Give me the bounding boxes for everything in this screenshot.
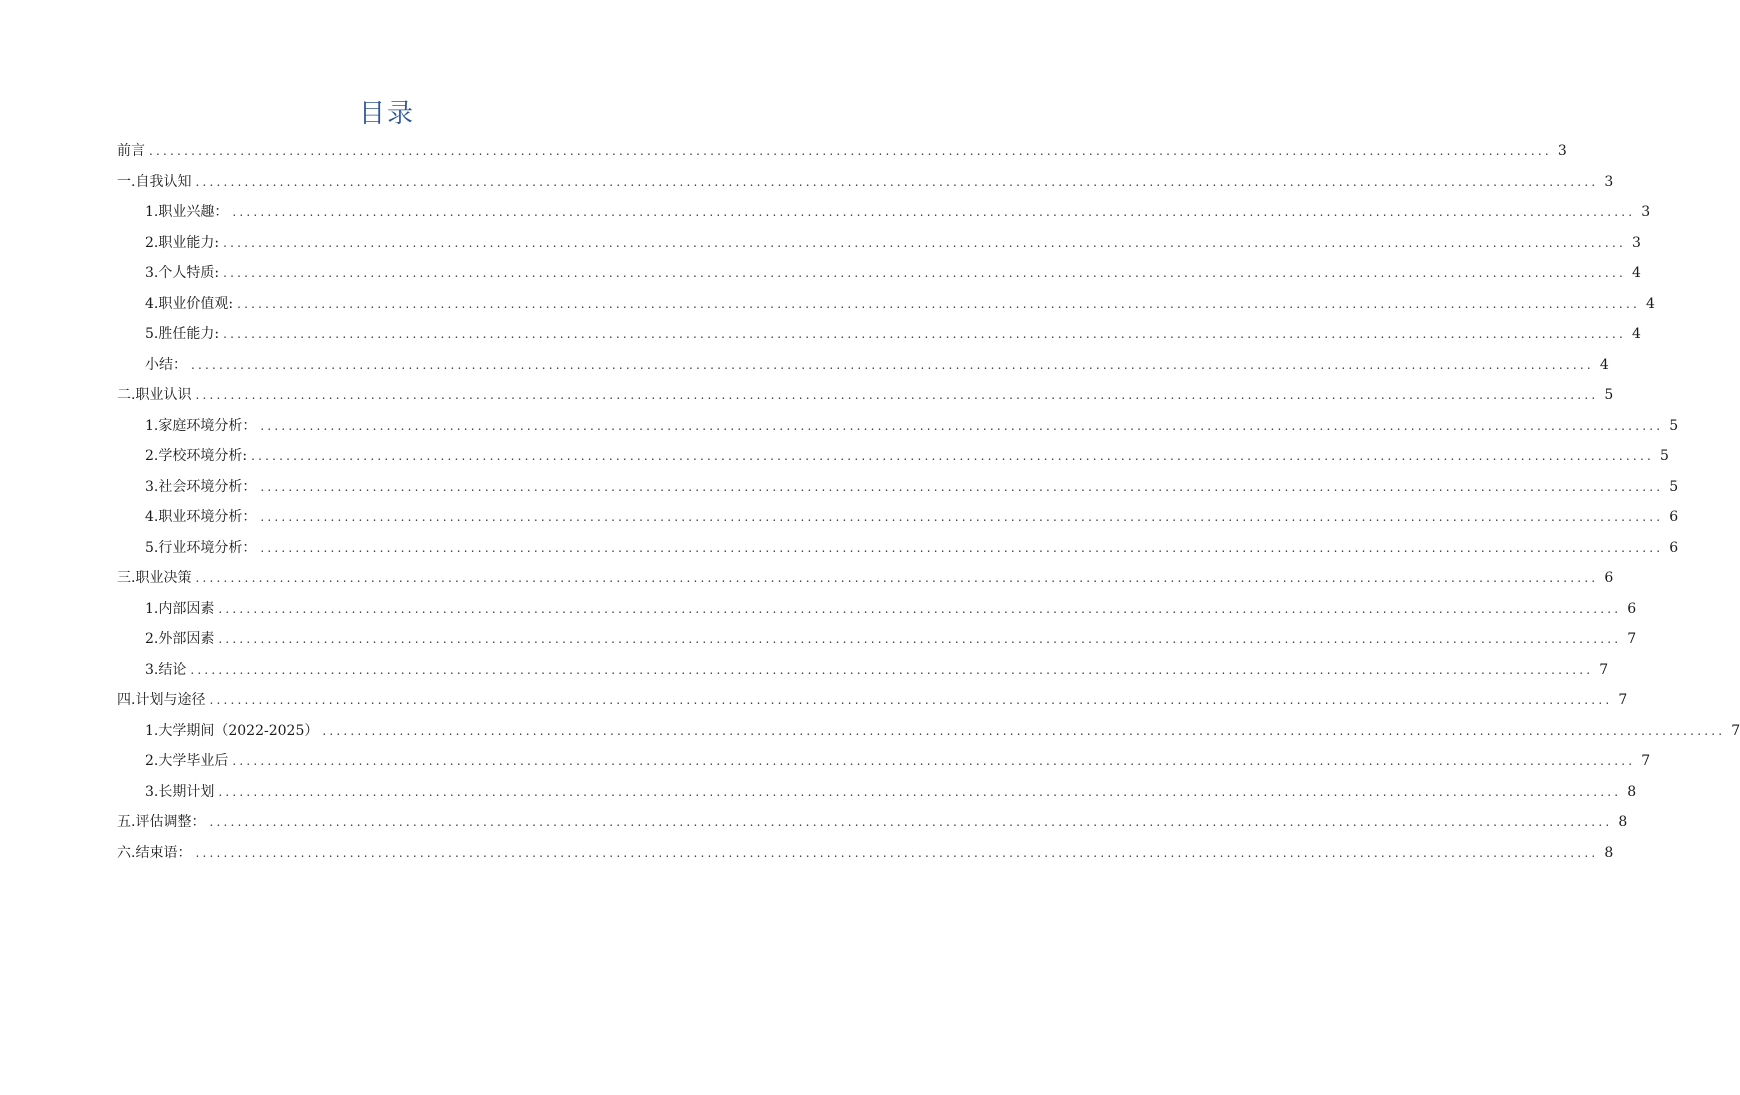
toc-entry-label: 3.结论 (145, 661, 187, 678)
toc-entry-label: 3.长期计划 (145, 783, 215, 800)
toc-entry-page-number: 3 (1557, 143, 1567, 159)
toc-entry-page-number: 8 (1618, 814, 1628, 830)
toc-leader-dots: ........................................................................................................................................................................................................ (195, 388, 1599, 402)
toc-entry[interactable] (117, 380, 1614, 411)
toc-leader-dots: ........................................................................................................................................................................................................ (260, 540, 1664, 555)
toc-entry[interactable] (117, 350, 1609, 381)
toc-entry[interactable] (117, 411, 1679, 442)
toc-entry-label: 1.家庭环境分析： (145, 417, 257, 434)
toc-leader-dots: ........................................................................................................................................................................................................ (191, 357, 1594, 372)
toc-list (117, 136, 1740, 868)
toc-leader-dots: ........................................................................................................................................................................................................ (237, 296, 1640, 311)
toc-leader-dots: ........................................................................................................................................................................................................ (260, 510, 1664, 524)
toc-leader-dots: ........................................................................................................................................................................................................ (195, 571, 1599, 585)
toc-leader-dots: ........................................................................................................................................................................................................ (218, 601, 1622, 616)
toc-leader-dots: ........................................................................................................................................................................................................ (251, 449, 1654, 463)
toc-entry-page-number: 3 (1604, 173, 1614, 190)
toc-entry-label: 1.大学期间（2022-2025） (145, 722, 319, 739)
toc-entry-page-number: 5 (1669, 478, 1679, 495)
toc-entry-label: 2.大学毕业后 (145, 753, 229, 769)
toc-entry-label: 小结： (145, 356, 187, 373)
toc-entry-label: 1.职业兴趣： (145, 204, 229, 220)
toc-leader-dots: ........................................................................................................................................................................................................ (232, 205, 1636, 219)
toc-entry[interactable] (117, 655, 1609, 686)
toc-entry[interactable] (117, 167, 1614, 198)
toc-leader-dots: ........................................................................................................................................................................................................ (209, 815, 1613, 829)
toc-leader-dots: ........................................................................................................................................................................................................ (149, 144, 1552, 158)
toc-entry-page-number: 7 (1731, 722, 1740, 739)
toc-entry-label: 5.胜任能力: (145, 326, 220, 342)
toc-entry[interactable] (117, 716, 1740, 747)
toc-entry-page-number: 6 (1627, 600, 1637, 617)
toc-entry-label: 3.个人特质: (145, 265, 220, 281)
toc-entry[interactable] (117, 197, 1651, 228)
toc-entry-page-number: 5 (1604, 387, 1614, 403)
toc-leader-dots: ........................................................................................................................................................................................................ (218, 632, 1622, 646)
toc-entry-page-number: 4 (1599, 356, 1609, 373)
toc-entry-page-number: 3 (1631, 234, 1641, 251)
toc-leader-dots: ........................................................................................................................................................................................................ (260, 479, 1664, 494)
toc-entry-page-number: 4 (1631, 326, 1641, 342)
toc-leader-dots: ........................................................................................................................................................................................................ (260, 418, 1664, 433)
toc-entry[interactable] (117, 624, 1637, 655)
toc-entry-label: 2.外部因素 (145, 631, 215, 647)
toc-leader-dots: ........................................................................................................................................................................................................ (223, 327, 1626, 341)
toc-entry-page-number: 8 (1604, 844, 1614, 861)
toc-entry-label: 2.学校环境分析: (145, 448, 248, 464)
toc-title: 目录 (358, 99, 415, 129)
toc-entry[interactable] (117, 228, 1641, 259)
toc-entry[interactable] (117, 472, 1679, 503)
toc-entry[interactable] (117, 838, 1614, 869)
toc-leader-dots: ........................................................................................................................................................................................................ (195, 845, 1599, 860)
toc-entry[interactable] (117, 594, 1637, 625)
toc-leader-dots: ........................................................................................................................................................................................................ (209, 693, 1613, 707)
toc-entry[interactable] (117, 136, 1567, 167)
toc-leader-dots: ........................................................................................................................................................................................................ (232, 754, 1636, 768)
toc-entry-page-number: 4 (1645, 295, 1655, 312)
toc-leader-dots: ........................................................................................................................................................................................................ (195, 174, 1599, 189)
toc-entry-label: 4.职业环境分析： (145, 509, 257, 525)
toc-entry[interactable] (117, 319, 1641, 350)
toc-entry-page-number: 4 (1631, 265, 1641, 281)
toc-leader-dots: ........................................................................................................................................................................................................ (218, 784, 1622, 799)
toc-leader-dots: ........................................................................................................................................................................................................ (223, 235, 1626, 250)
toc-entry-label: 五.评估调整： (117, 814, 206, 830)
toc-entry-page-number: 6 (1669, 509, 1679, 525)
toc-entry-label: 二.职业认识 (117, 387, 192, 403)
toc-entry-page-number: 6 (1669, 539, 1679, 556)
toc-entry[interactable] (117, 258, 1641, 289)
toc-entry[interactable] (117, 563, 1614, 594)
toc-entry-label: 前言 (117, 143, 145, 159)
toc-entry-page-number: 7 (1618, 692, 1628, 708)
toc-entry-label: 一.自我认知 (117, 173, 192, 190)
toc-entry-label: 四.计划与途径 (117, 692, 206, 708)
toc-entry-page-number: 5 (1669, 417, 1679, 434)
toc-entry[interactable] (117, 289, 1655, 320)
toc-entry[interactable] (117, 807, 1628, 838)
toc-leader-dots: ........................................................................................................................................................................................................ (190, 662, 1594, 677)
toc-entry-page-number: 7 (1599, 661, 1609, 678)
toc-entry-label: 5.行业环境分析： (145, 539, 257, 556)
toc-entry[interactable] (117, 746, 1651, 777)
toc-entry[interactable] (117, 777, 1637, 808)
toc-entry-label: 4.职业价值观: (145, 295, 234, 312)
toc-entry-label: 3.社会环境分析： (145, 478, 257, 495)
toc-entry[interactable] (117, 441, 1669, 472)
toc-leader-dots: ........................................................................................................................................................................................................ (322, 723, 1726, 738)
toc-entry-page-number: 7 (1641, 753, 1651, 769)
toc-entry-label: 1.内部因素 (145, 600, 215, 617)
toc-entry[interactable] (117, 685, 1628, 716)
toc-entry-page-number: 7 (1627, 631, 1637, 647)
toc-entry[interactable] (117, 533, 1679, 564)
toc-entry-label: 2.职业能力: (145, 234, 220, 251)
toc-entry-page-number: 3 (1641, 204, 1651, 220)
toc-entry-page-number: 6 (1604, 570, 1614, 586)
toc-entry-label: 三.职业决策 (117, 570, 192, 586)
toc-leader-dots: ........................................................................................................................................................................................................ (223, 266, 1626, 280)
toc-entry-label: 六.结束语： (117, 844, 192, 861)
toc-entry[interactable] (117, 502, 1679, 533)
toc-entry-page-number: 8 (1627, 783, 1637, 800)
toc-entry-page-number: 5 (1659, 448, 1669, 464)
